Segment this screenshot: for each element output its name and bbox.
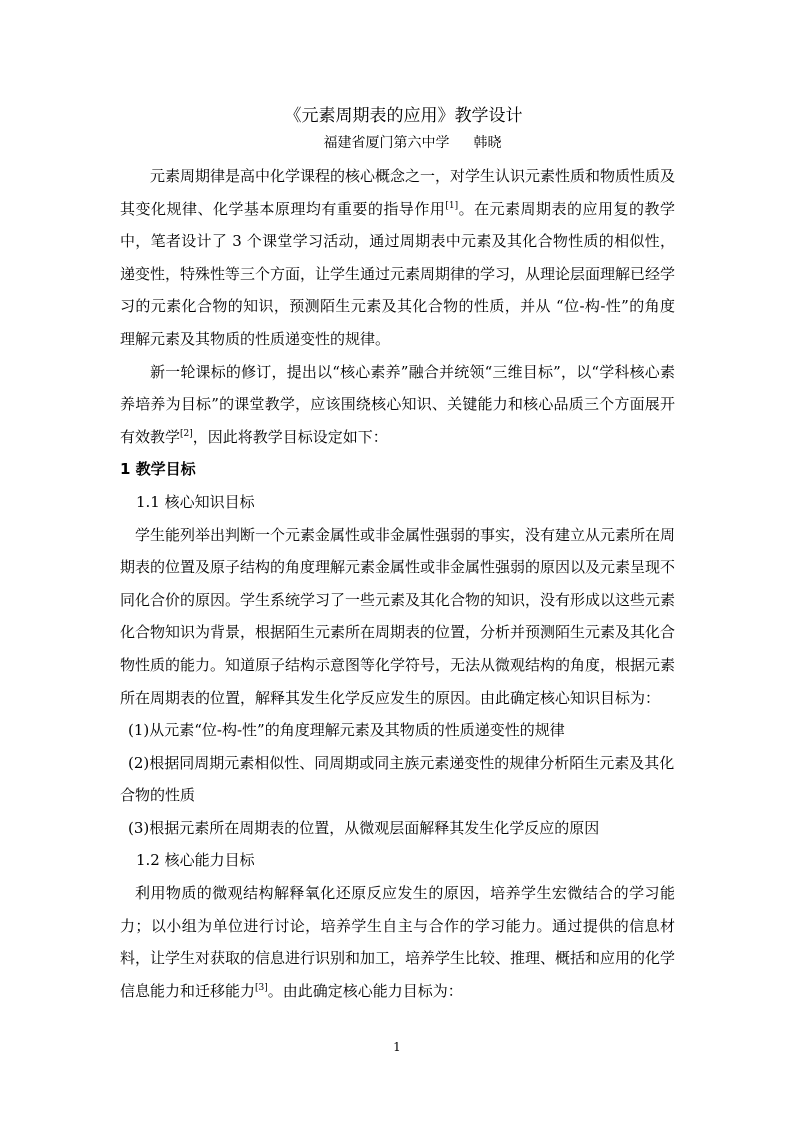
knowledge-goal-paragraph: 学生能列举出判断一个元素金属性或非金属性强弱的事实，没有建立从元素所在周期表的位置及原子结构的角度理解元素金属性或非金属性强弱的原因以及元素呈现不同化合价的原因。学生系统学习了一些元素及其化合物的知识，没有形成以这些元素化合物知识为背景，根据陌生元素所在周期表的位置，分析并预测陌生元素及其化合物性质的能力。知道原子结构示意图等化学符号，无法从微观结构的角度，根据元素所在周期表的位置，解释其发生化学反应发生的原因。由此确定核心知识目标为： (120, 525, 676, 707)
section-heading-teaching-goals: 1 教学目标 (120, 460, 196, 479)
intro-paragraph-1 (120, 160, 675, 356)
subsection-heading-knowledge: 1.1 核心知识目标 (136, 492, 255, 511)
ability-goal-text-a: 利用物质的微观结构解释氧化还原反应发生的原因，培养学生宏微结合的学习能力；以小组为单位进行讨论，培养学生自主与合作的学习能力。通过提供的信息材料，让学生对获取的信息进行识别和加工，培养学生比较、推理、概括和应用的化学信息能力和迁移能力 (120, 884, 676, 1000)
intro-paragraph-2-text-b: ，因此将教学目标设定如下： (192, 427, 388, 446)
citation-ref: [3] (255, 982, 268, 993)
page-number: 1 (393, 1040, 401, 1054)
document-title: 《元素周期表的应用》教学设计 (284, 106, 523, 126)
author-affiliation: 福建省厦门第六中学 (323, 135, 450, 151)
ability-goal-paragraph (120, 877, 675, 1007)
intro-paragraph-1-text-a: 元素周期律是高中化学课程的核心概念之一，对学生认识元素性质和物质性质及其变化规律、化学基本原理均有重要的指导作用 (120, 167, 676, 218)
intro-paragraph-2 (120, 356, 675, 454)
author-name: 韩晓 (473, 135, 502, 151)
ability-goal-text-b: 。由此确定核心能力目标为： (267, 981, 463, 1000)
page-content (120, 102, 675, 1007)
intro-paragraph-1-text-b: 。在元素周期表的应用复的教学中，笔者设计了 3 个课堂学习活动，通过周期表中元素及其化合物性质的相似性，递变性，特殊性等三个方面，让学生通过元素周期律的学习，从理论层面理解已经学习的元素化合物的知识，预测陌生元素及其化合物的性质，并从 “位-构-性”的角度理解元素及其物质的性质递变性的规律。 (120, 199, 676, 348)
intro-paragraph-2-text-a: 新一轮课标的修订，提出以“核心素养”融合并统领“三维目标”，以“学科核心素养培养为目标”的课堂教学，应该围绕核心知识、关键能力和核心品质三个方面展开有效教学 (120, 362, 675, 446)
citation-ref: [2] (180, 428, 193, 439)
subsection-heading-ability: 1.2 核心能力目标 (136, 851, 255, 870)
author-line (120, 130, 675, 156)
knowledge-goal-item: (3)根据元素所在周期表的位置，从微观层面解释其发生化学反应的原因 (128, 818, 600, 837)
knowledge-goal-item: (1)从元素“位-构-性”的角度理解元素及其物质的性质递变性的规律 (128, 721, 565, 740)
knowledge-goal-item: (2)根据同周期元素相似性、同周期或同主族元素递变性的规律分析陌生元素及其化合物的性质 (120, 753, 675, 805)
citation-ref: [1] (445, 200, 459, 211)
